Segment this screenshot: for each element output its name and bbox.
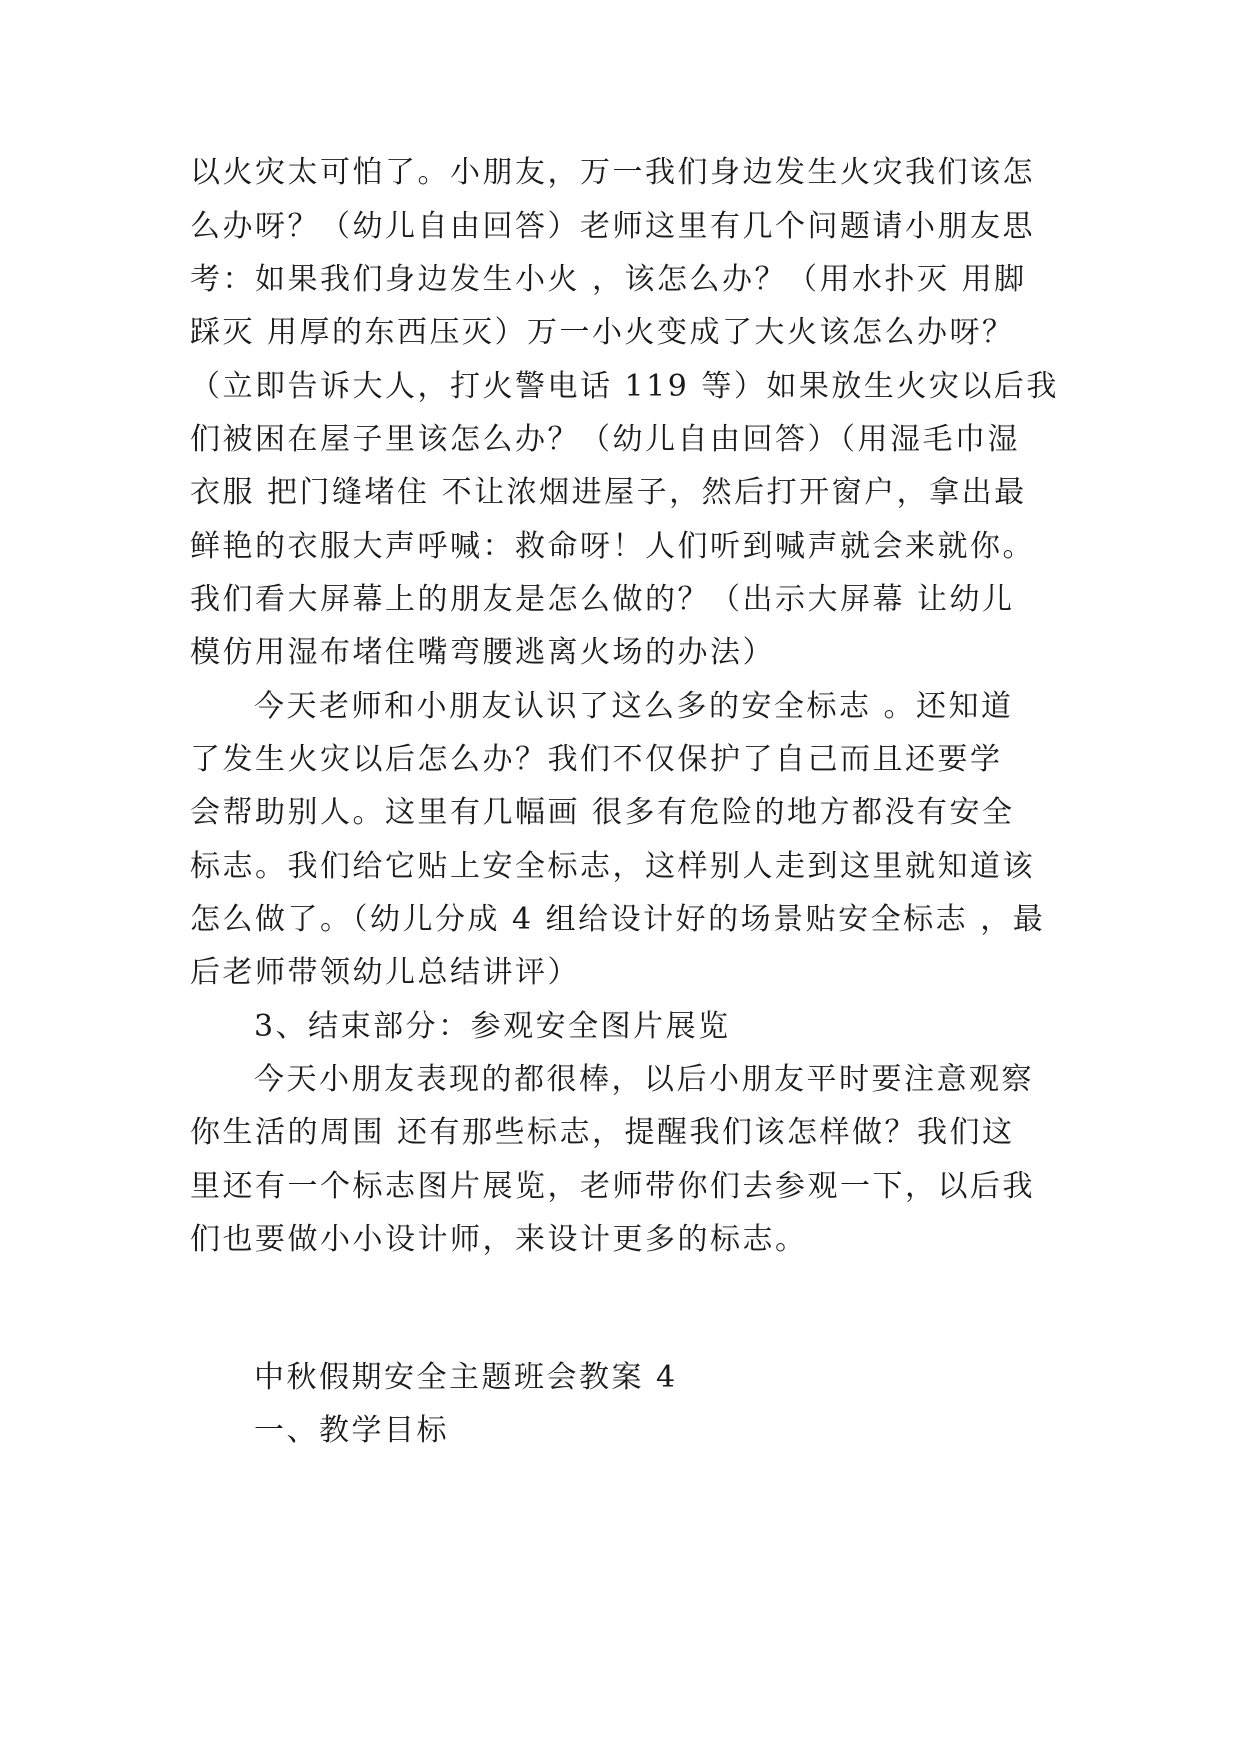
paragraph-line: 标志。我们给它贴上安全标志，这样别人走到这里就知道该 (190, 849, 1035, 884)
paragraph-line: 们也要做小小设计师，来设计更多的标志。 (190, 1222, 808, 1257)
paragraph-line: 你生活的周围 还有那些标志，提醒我们该怎样做？我们这 (190, 1115, 1015, 1150)
paragraph-line: 衣服 把门缝堵住 不让浓烟进屋子，然后打开窗户，拿出最 (190, 475, 1027, 510)
document-title: 中秋假期安全主题班会教案 4 (254, 1360, 678, 1395)
paragraph-line: 今天老师和小朋友认识了这么多的安全标志 。还知道 (254, 689, 1014, 724)
paragraph-line: 怎么做了。（幼儿分成 4 组给设计好的场景贴安全标志 ，最 (190, 902, 1046, 937)
paragraph-line: 考：如果我们身边发生小火 ，该怎么办？（用水扑灭 用脚 (190, 262, 1027, 297)
section-heading: 3、结束部分：参观安全图片展览 (254, 1009, 731, 1044)
paragraph-line: 会帮助别人。这里有几幅画 很多有危险的地方都没有安全 (190, 795, 1015, 830)
section-heading: 一、教学目标 (254, 1413, 449, 1448)
paragraph-line: 踩灭 用厚的东西压灭）万一小火变成了大火该怎么办呀？ (190, 315, 1015, 350)
paragraph-line: 后老师带领幼儿总结讲评） (190, 955, 580, 990)
paragraph-line: 以火灾太可怕了。小朋友，万一我们身边发生火灾我们该怎 (190, 155, 1035, 190)
paragraph-line: 了发生火灾以后怎么办？我们不仅保护了自己而且还要学 (190, 742, 1003, 777)
paragraph-line: 模仿用湿布堵住嘴弯腰逃离火场的办法） (190, 635, 775, 670)
paragraph-line: 今天小朋友表现的都很棒，以后小朋友平时要注意观察 (254, 1062, 1034, 1097)
paragraph-line: 我们看大屏幕上的朋友是怎么做的？（出示大屏幕 让幼儿 (190, 582, 1015, 617)
paragraph-line: 鲜艳的衣服大声呼喊：救命呀！人们听到喊声就会来就你。 (190, 529, 1035, 564)
paragraph-line: 么办呀？（幼儿自由回答）老师这里有几个问题请小朋友思 (190, 209, 1035, 244)
paragraph-line: 们被困在屋子里该怎么办？（幼儿自由回答）（用湿毛巾湿 (190, 422, 1020, 457)
paragraph-line: （立即告诉大人，打火警电话 119 等）如果放生火灾以后我 (190, 369, 1059, 404)
paragraph-line: 里还有一个标志图片展览，老师带你们去参观一下，以后我 (190, 1169, 1035, 1204)
